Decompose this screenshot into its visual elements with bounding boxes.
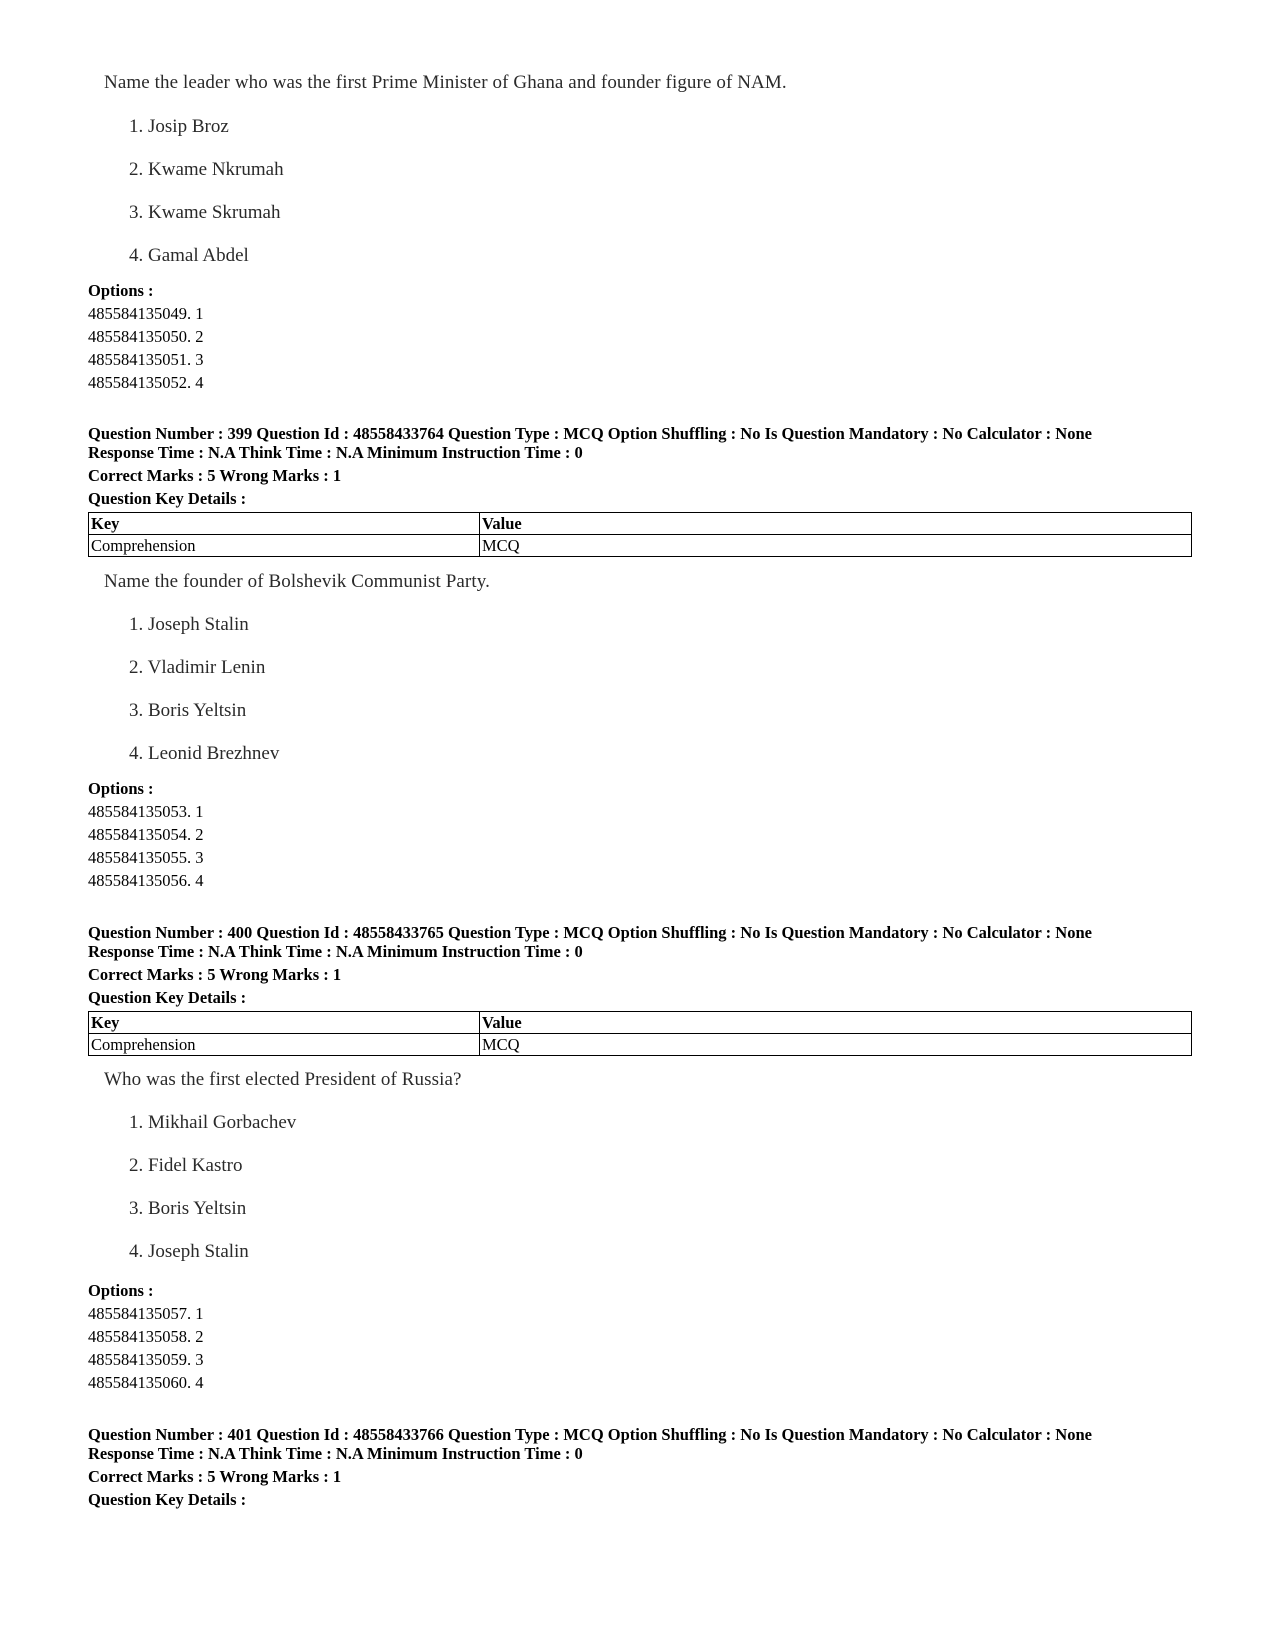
options-label: Options : — [88, 779, 154, 798]
question-meta-line1: Question Number : 399 Question Id : 48558433764 Question Type : MCQ Option Shuffling : No Is Question Mandatory : No Calculator : None — [88, 424, 1092, 443]
table-cell-value: MCQ — [480, 1034, 1192, 1056]
table-cell-key: Comprehension — [89, 1034, 480, 1056]
question-marks: Correct Marks : 5 Wrong Marks : 1 — [88, 1467, 342, 1486]
option-id-1: 485584135053. 1 — [88, 802, 204, 821]
question-text: Who was the first elected President of Russia? — [104, 1069, 462, 1090]
choice-4: 4. Gamal Abdel — [129, 245, 249, 266]
table-row — [89, 1034, 1192, 1056]
table-header-key: Key — [89, 513, 480, 535]
option-id-2: 485584135050. 2 — [88, 327, 204, 346]
choice-3: 3. Boris Yeltsin — [129, 700, 247, 721]
question-marks: Correct Marks : 5 Wrong Marks : 1 — [88, 965, 342, 984]
options-label: Options : — [88, 1281, 154, 1300]
option-id-4: 485584135060. 4 — [88, 1373, 204, 1392]
option-id-4: 485584135052. 4 — [88, 373, 204, 392]
question-key-table — [88, 512, 1192, 557]
table-cell-key: Comprehension — [89, 535, 480, 557]
option-id-3: 485584135051. 3 — [88, 350, 204, 369]
table-header-row — [89, 1012, 1192, 1034]
choice-2: 2. Vladimir Lenin — [129, 657, 266, 678]
choice-1: 1. Josip Broz — [129, 116, 229, 137]
option-id-1: 485584135049. 1 — [88, 304, 204, 323]
option-id-2: 485584135054. 2 — [88, 825, 204, 844]
choice-1: 1. Mikhail Gorbachev — [129, 1112, 297, 1133]
choice-2: 2. Kwame Nkrumah — [129, 159, 284, 180]
question-key-details-label: Question Key Details : — [88, 489, 247, 508]
question-meta-line1: Question Number : 400 Question Id : 48558433765 Question Type : MCQ Option Shuffling : No Is Question Mandatory : No Calculator : None — [88, 923, 1092, 942]
question-text: Name the leader who was the first Prime Minister of Ghana and founder figure of NAM. — [104, 72, 787, 93]
options-label: Options : — [88, 281, 154, 300]
choice-2: 2. Fidel Kastro — [129, 1155, 243, 1176]
option-id-4: 485584135056. 4 — [88, 871, 204, 890]
question-meta-line1: Question Number : 401 Question Id : 48558433766 Question Type : MCQ Option Shuffling : No Is Question Mandatory : No Calculator : None — [88, 1425, 1092, 1444]
question-text: Name the founder of Bolshevik Communist Party. — [104, 571, 490, 592]
option-id-2: 485584135058. 2 — [88, 1327, 204, 1346]
option-id-1: 485584135057. 1 — [88, 1304, 204, 1323]
table-row — [89, 535, 1192, 557]
choice-3: 3. Boris Yeltsin — [129, 1198, 247, 1219]
question-marks: Correct Marks : 5 Wrong Marks : 1 — [88, 466, 342, 485]
table-header-row — [89, 513, 1192, 535]
option-id-3: 485584135055. 3 — [88, 848, 204, 867]
question-key-table — [88, 1011, 1192, 1056]
question-key-details-label: Question Key Details : — [88, 988, 247, 1007]
question-meta-line2: Response Time : N.A Think Time : N.A Minimum Instruction Time : 0 — [88, 1444, 583, 1463]
choice-4: 4. Joseph Stalin — [129, 1241, 249, 1262]
table-header-value: Value — [480, 1012, 1192, 1034]
question-meta-line2: Response Time : N.A Think Time : N.A Minimum Instruction Time : 0 — [88, 942, 583, 961]
table-header-value: Value — [480, 513, 1192, 535]
table-cell-value: MCQ — [480, 535, 1192, 557]
choice-4: 4. Leonid Brezhnev — [129, 743, 280, 764]
question-key-details-label: Question Key Details : — [88, 1490, 247, 1509]
question-meta-line2: Response Time : N.A Think Time : N.A Minimum Instruction Time : 0 — [88, 443, 583, 462]
option-id-3: 485584135059. 3 — [88, 1350, 204, 1369]
table-header-key: Key — [89, 1012, 480, 1034]
choice-3: 3. Kwame Skrumah — [129, 202, 281, 223]
choice-1: 1. Joseph Stalin — [129, 614, 249, 635]
